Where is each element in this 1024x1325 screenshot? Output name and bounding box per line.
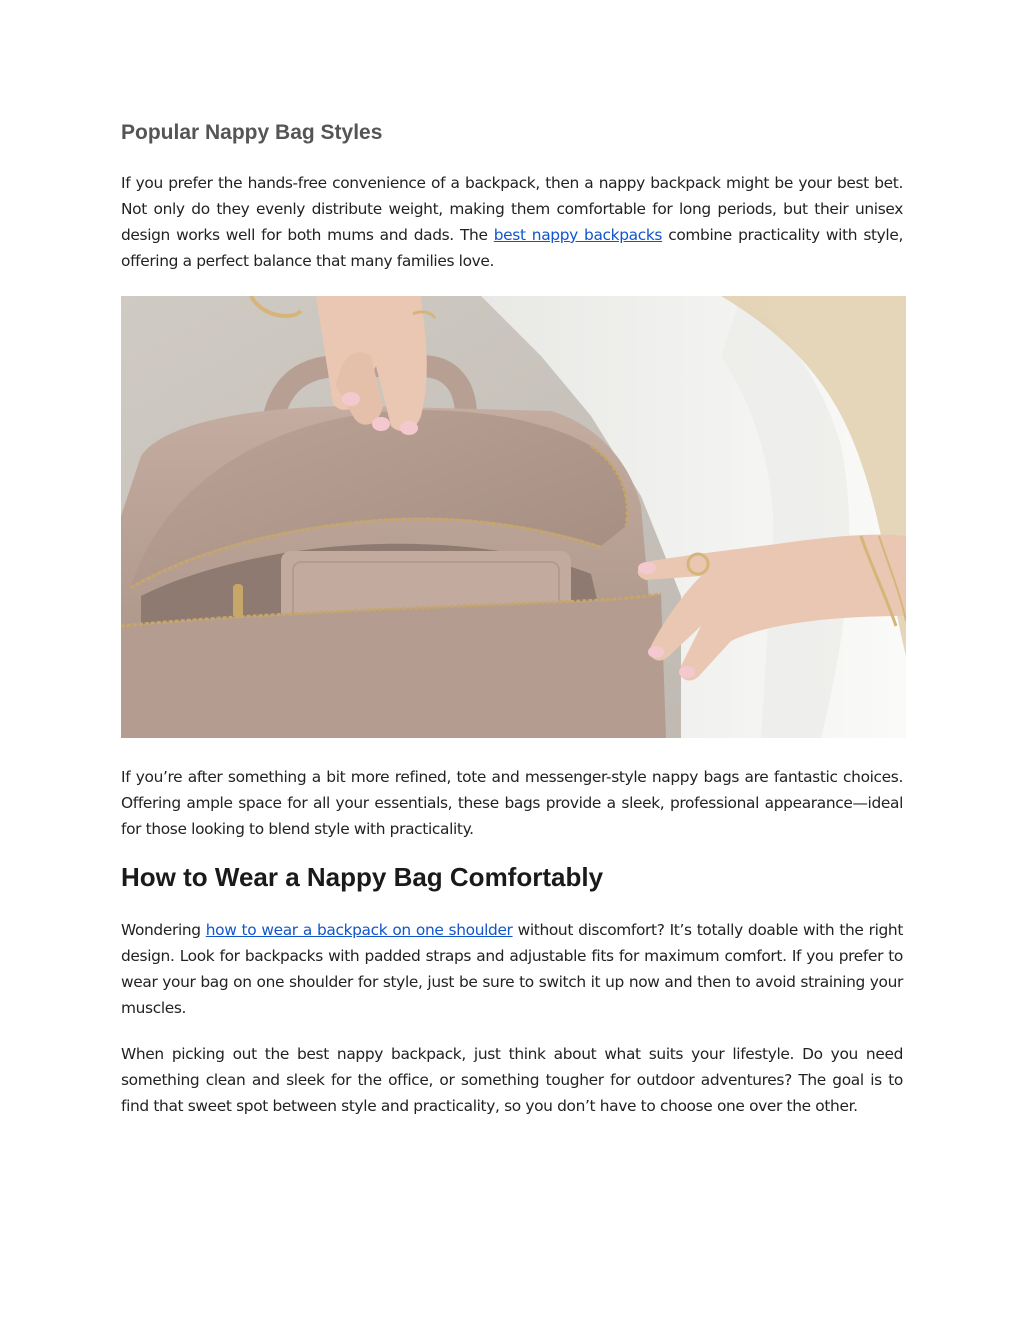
backpack-one-shoulder-link[interactable]: how to wear a backpack on one shoulder	[205, 921, 513, 939]
nappy-backpack-photo	[121, 296, 906, 738]
paragraph-picking-backpack: When picking out the best nappy backpack, just think about what suits your lifestyle. Do you need something clean and sleek for the office, or something tougher for outdoor adventures? The goal is to find that sweet spot between style and practicality, so you don’t have to choose one over the other.	[121, 1045, 903, 1115]
paragraph-text: without discomfort? It’s totally doable with the right design. Look for backpacks with padded straps and adjustable fits for maximum comfort. If you prefer to wear your bag on one shoulder for style, just be sure to switch it up now and then to avoid straining your muscles.	[121, 921, 903, 1017]
paragraph-text: If you prefer the hands-free convenience of a backpack, then a nappy backpack might be your best bet. Not only do they evenly distribute weight, making them comfortable for long periods, but their unisex design works well for both mums and dads. The	[121, 174, 903, 244]
section-heading-popular-styles: Popular Nappy Bag Styles	[121, 121, 383, 144]
paragraph-backpack-intro	[121, 170, 903, 274]
best-nappy-backpacks-link[interactable]: best nappy backpacks	[493, 226, 663, 244]
paragraph-text: Wondering	[121, 921, 206, 939]
section-heading-wear-comfortably: How to Wear a Nappy Bag Comfortably	[121, 862, 604, 892]
paragraph-text: combine practicality with style, offering a perfect balance that many families love.	[121, 226, 904, 270]
paragraph-tote-messenger: If you’re after something a bit more refined, tote and messenger-style nappy bags are fantastic choices. Offering ample space for all your essentials, these bags provide a sleek, professional appearance—ideal for those looking to blend style with practicality.	[121, 768, 903, 838]
paragraph-one-shoulder	[121, 917, 903, 1021]
